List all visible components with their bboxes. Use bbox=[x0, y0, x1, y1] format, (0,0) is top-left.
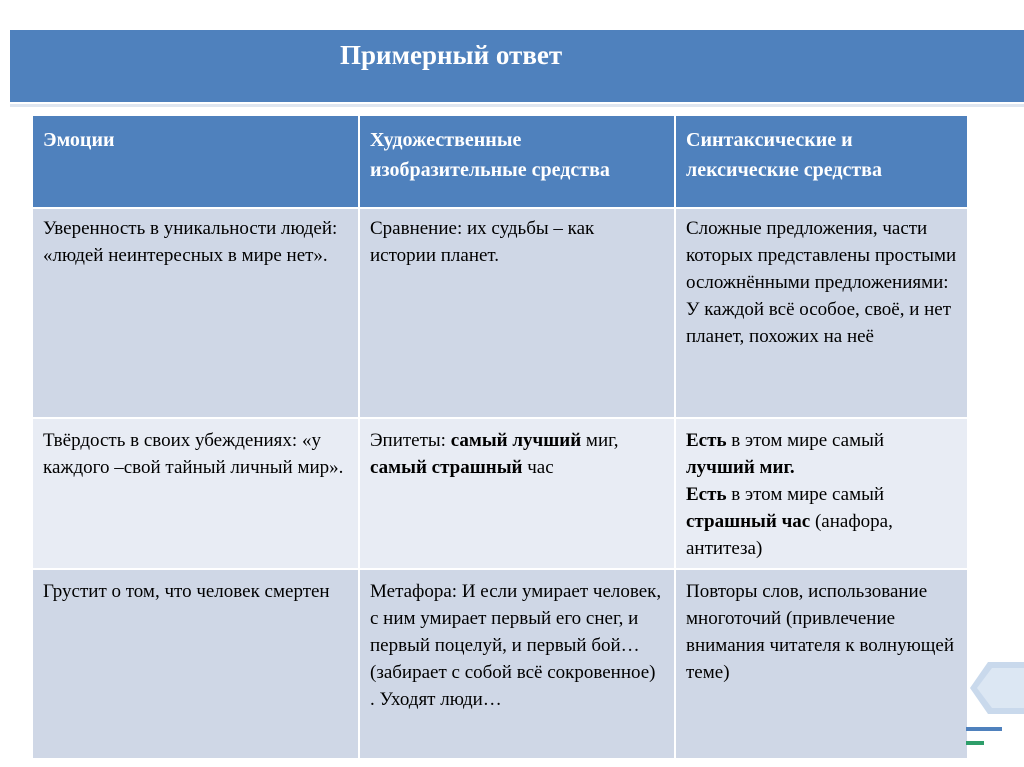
syntax-bold-2: лучший миг. bbox=[686, 457, 795, 478]
cell-syntax-means: Сложные предложения, части которых представлены простыми осложнёнными предложениями: У каждой всё особое, своё, и нет планет, похожих на неё bbox=[675, 208, 968, 418]
cell-emotion: Уверенность в уникальности людей: «людей неинтересных в мире нет». bbox=[32, 208, 359, 418]
syntax-bold-3: Есть bbox=[686, 484, 727, 505]
cell-syntax-means: Повторы слов, использование многоточий (привлечение внимания читателя к волнующей теме) bbox=[675, 569, 968, 759]
answer-table bbox=[31, 114, 969, 760]
art-bold-2: самый страшный bbox=[370, 457, 523, 478]
syntax-line-2 bbox=[686, 481, 957, 562]
art-mid: миг, bbox=[581, 430, 619, 451]
table-row bbox=[32, 418, 968, 569]
syntax-bold-4: страшный час bbox=[686, 511, 811, 532]
table-row bbox=[32, 569, 968, 759]
decor-green-line bbox=[966, 741, 984, 745]
syntax-bold-1: Есть bbox=[686, 430, 727, 451]
syntax-text-1: в этом мире самый bbox=[726, 430, 885, 451]
art-prefix: Эпитеты: bbox=[370, 430, 451, 451]
decor-blue-line bbox=[966, 727, 1002, 731]
cell-art-means: Метафора: И если умирает человек, с ним умирает первый его снег, и первый поцелуй, и первый бой…(забирает с собой всё сокровенное) . Уходят люди… bbox=[359, 569, 675, 759]
cell-art-means bbox=[359, 418, 675, 569]
cell-syntax-means bbox=[675, 418, 968, 569]
art-bold-1: самый лучший bbox=[450, 430, 582, 451]
table-row bbox=[32, 208, 968, 418]
table-header-row bbox=[32, 115, 968, 208]
header-emotions: Эмоции bbox=[32, 115, 359, 208]
hexagon-decoration-icon bbox=[966, 660, 1024, 716]
syntax-line-1 bbox=[686, 427, 957, 481]
art-suffix: час bbox=[522, 457, 554, 478]
cell-emotion: Грустит о том, что человек смертен bbox=[32, 569, 359, 759]
title-underline bbox=[10, 104, 1024, 107]
cell-art-means: Сравнение: их судьбы – как истории планет. bbox=[359, 208, 675, 418]
header-syntax-means: Синтаксические и лексические средства bbox=[675, 115, 968, 208]
slide-title: Примерный ответ bbox=[340, 40, 563, 70]
header-art-means: Художественные изобразительные средства bbox=[359, 115, 675, 208]
syntax-text-2: в этом мире самый bbox=[726, 484, 885, 505]
syntax-text-3: (анафора, антитеза) bbox=[686, 511, 893, 559]
cell-emotion: Твёрдость в своих убеждениях: «у каждого –свой тайный личный мир». bbox=[32, 418, 359, 569]
